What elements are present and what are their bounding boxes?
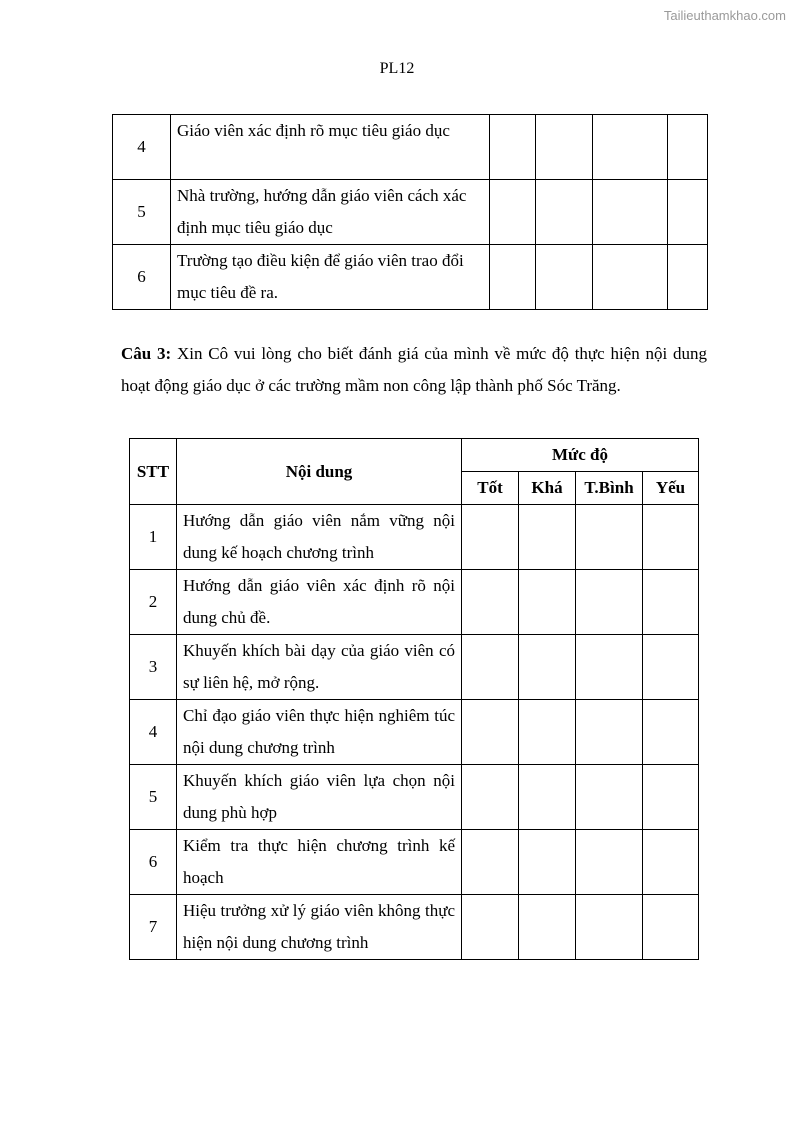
row-number: 1 — [130, 505, 177, 570]
rating-cell — [490, 245, 536, 310]
question-3-paragraph — [121, 338, 707, 401]
row-text: Nhà trường, hướng dẫn giáo viên cách xác định mục tiêu giáo dục — [171, 180, 490, 245]
rating-cell — [643, 765, 699, 830]
rating-cell — [462, 700, 519, 765]
rating-cell — [462, 895, 519, 960]
rating-cell — [643, 895, 699, 960]
rating-cell — [462, 570, 519, 635]
rating-cell — [593, 245, 668, 310]
table-row — [130, 895, 699, 960]
row-number: 6 — [130, 830, 177, 895]
header-level-fair: Khá — [519, 472, 576, 505]
row-number: 3 — [130, 635, 177, 700]
rating-cell — [668, 245, 708, 310]
rating-cell — [576, 700, 643, 765]
rating-cell — [576, 830, 643, 895]
rating-cell — [490, 115, 536, 180]
row-text: Trường tạo điều kiện để giáo viên trao đổi mục tiêu đề ra. — [171, 245, 490, 310]
rating-cell — [576, 635, 643, 700]
row-number: 5 — [113, 180, 171, 245]
question-3-text: Xin Cô vui lòng cho biết đánh giá của mình về mức độ thực hiện nội dung hoạt động giáo dục ở các trường mầm non công lập thành phố Sóc Trăng. — [121, 344, 707, 395]
rating-cell — [519, 765, 576, 830]
row-text: Chỉ đạo giáo viên thực hiện nghiêm túc nội dung chương trình — [177, 700, 462, 765]
header-content: Nội dung — [177, 439, 462, 505]
rating-cell — [576, 570, 643, 635]
table-row — [130, 505, 699, 570]
table-row — [130, 700, 699, 765]
rating-cell — [576, 765, 643, 830]
header-level-good: Tốt — [462, 472, 519, 505]
rating-cell — [668, 115, 708, 180]
rating-cell — [490, 180, 536, 245]
rating-cell — [643, 635, 699, 700]
rating-cell — [462, 765, 519, 830]
header-level-average: T.Bình — [576, 472, 643, 505]
row-text: Khuyến khích giáo viên lựa chọn nội dung phù hợp — [177, 765, 462, 830]
rating-cell — [462, 635, 519, 700]
rating-cell — [643, 830, 699, 895]
rating-cell — [519, 570, 576, 635]
rating-cell — [593, 115, 668, 180]
row-number: 6 — [113, 245, 171, 310]
rating-cell — [462, 505, 519, 570]
rating-cell — [519, 895, 576, 960]
table-row — [113, 245, 708, 310]
header-row — [130, 439, 699, 472]
rating-cell — [576, 505, 643, 570]
row-text: Khuyến khích bài dạy của giáo viên có sự liên hệ, mở rộng. — [177, 635, 462, 700]
rating-cell — [643, 505, 699, 570]
row-text: Hiệu trưởng xử lý giáo viên không thực hiện nội dung chương trình — [177, 895, 462, 960]
table-row — [130, 830, 699, 895]
rating-cell — [593, 180, 668, 245]
table-row — [113, 180, 708, 245]
rating-cell — [536, 245, 593, 310]
rating-cell — [519, 830, 576, 895]
row-number: 5 — [130, 765, 177, 830]
page-number: PL12 — [379, 60, 415, 77]
row-text: Hướng dẫn giáo viên xác định rõ nội dung chủ đề. — [177, 570, 462, 635]
row-text: Hướng dẫn giáo viên nắm vững nội dung kế hoạch chương trình — [177, 505, 462, 570]
table-row — [113, 115, 708, 180]
rating-cell — [462, 830, 519, 895]
row-number: 2 — [130, 570, 177, 635]
rating-cell — [576, 895, 643, 960]
question-3-label: Câu 3: — [121, 344, 172, 363]
row-text: Kiểm tra thực hiện chương trình kế hoạch — [177, 830, 462, 895]
table-row — [130, 570, 699, 635]
row-text: Giáo viên xác định rõ mục tiêu giáo dục — [171, 115, 490, 180]
table-row — [130, 765, 699, 830]
table-criteria-continued — [112, 114, 708, 310]
rating-cell — [643, 700, 699, 765]
row-number: 4 — [130, 700, 177, 765]
watermark: Tailieuthamkhao.com — [663, 8, 786, 23]
rating-cell — [519, 505, 576, 570]
table-content-evaluation — [129, 438, 699, 960]
row-number: 7 — [130, 895, 177, 960]
header-stt: STT — [130, 439, 177, 505]
rating-cell — [668, 180, 708, 245]
rating-cell — [643, 570, 699, 635]
header-level: Mức độ — [462, 439, 699, 472]
row-number: 4 — [113, 115, 171, 180]
rating-cell — [519, 700, 576, 765]
rating-cell — [519, 635, 576, 700]
table-row — [130, 635, 699, 700]
rating-cell — [536, 115, 593, 180]
rating-cell — [536, 180, 593, 245]
header-level-poor: Yếu — [643, 472, 699, 505]
